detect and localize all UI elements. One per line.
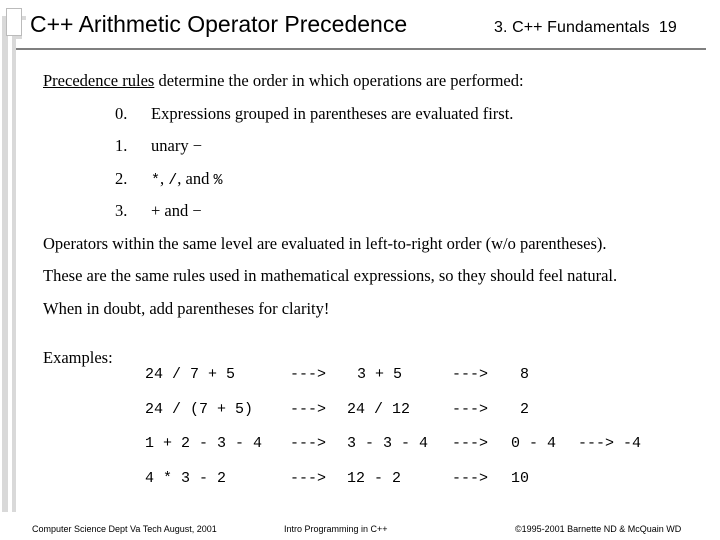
footer-right: ©1995-2001 Barnette ND & McQuain WD [515, 524, 682, 534]
operator-modulo: % [213, 172, 223, 189]
example-expression: 24 / (7 + 5) [145, 401, 254, 418]
example-step: 0 - 4 [511, 435, 557, 452]
intro-line [43, 71, 524, 91]
footer-left: Computer Science Dept Va Tech August, 2001 [32, 524, 217, 534]
rule-text: unary − [151, 136, 202, 155]
header-divider [16, 48, 706, 50]
example-result: 8 [520, 366, 530, 383]
decorative-corner-box [6, 8, 22, 36]
paragraph: These are the same rules used in mathematical expressions, so they should feel natural. [43, 266, 618, 285]
decorative-rail-top-inner [12, 36, 22, 39]
rule-number: 3. [115, 201, 128, 220]
slide-section-and-page [494, 19, 677, 37]
example-result: 2 [520, 401, 530, 418]
slide-title: C++ Arithmetic Operator Precedence [30, 11, 408, 37]
page-number: 19 [658, 19, 677, 36]
example-arrow: ---> [452, 435, 489, 452]
rule-number: 0. [115, 104, 128, 123]
example-arrow: ---> [452, 366, 489, 383]
operator-divide: / [168, 172, 178, 189]
example-expression: 4 * 3 - 2 [145, 470, 227, 487]
rule-text [151, 169, 223, 189]
paragraph: When in doubt, add parentheses for clarity! [43, 299, 330, 318]
decorative-rail-inner [12, 36, 16, 512]
intro-rest: determine the order in which operations are performed: [154, 71, 524, 90]
example-step: 3 + 5 [357, 366, 403, 383]
footer-center: Intro Programming in C++ [284, 524, 388, 534]
example-step: 24 / 12 [347, 401, 411, 418]
rule-text: Expressions grouped in parentheses are evaluated first. [151, 104, 514, 123]
paragraph: Operators within the same level are evaluated in left-to-right order (w/o parentheses). [43, 234, 607, 253]
example-arrow: ---> [290, 366, 327, 383]
rule-number: 1. [115, 136, 128, 155]
section-name: 3. C++ Fundamentals [494, 19, 650, 36]
example-expression: 1 + 2 - 3 - 4 [145, 435, 263, 452]
rule-text: + and − [151, 201, 202, 220]
rule-number: 2. [115, 169, 128, 188]
example-arrow: ---> [290, 435, 327, 452]
example-step: 12 - 2 [347, 470, 402, 487]
example-expression: 24 / 7 + 5 [145, 366, 236, 383]
separator: , [160, 169, 169, 188]
example-arrow: ---> [452, 470, 489, 487]
example-result: 10 [511, 470, 530, 487]
operator-multiply: * [151, 172, 161, 189]
intro-term: Precedence rules [43, 71, 155, 90]
examples-label: Examples: [43, 348, 113, 367]
example-arrow: ---> [290, 401, 327, 418]
decorative-rail-outer [2, 16, 8, 512]
example-result: ---> -4 [578, 435, 642, 452]
example-step: 3 - 3 - 4 [347, 435, 429, 452]
example-arrow: ---> [290, 470, 327, 487]
example-arrow: ---> [452, 401, 489, 418]
separator: , and [177, 169, 214, 188]
